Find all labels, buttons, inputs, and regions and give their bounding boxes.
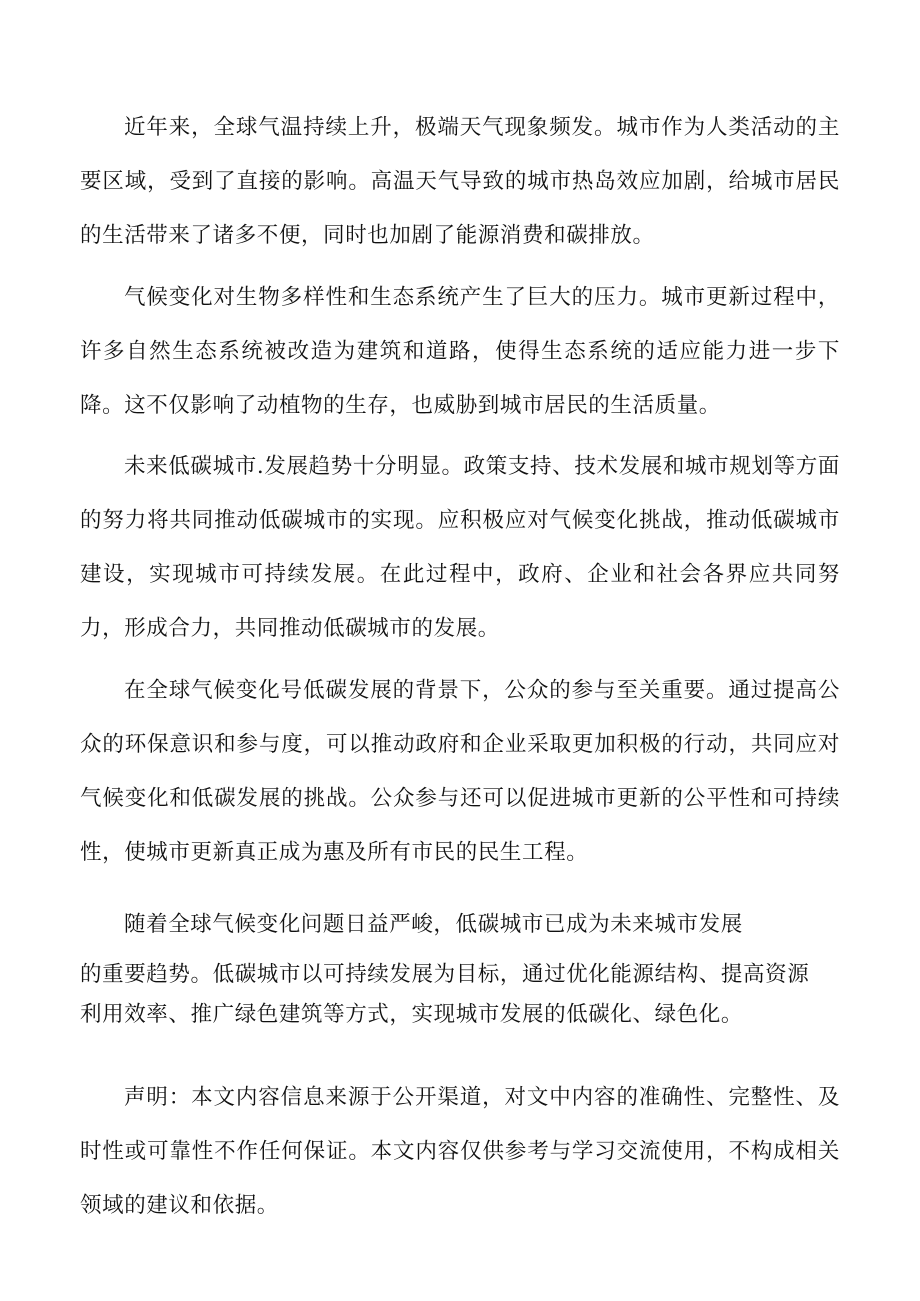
- disclaimer-paragraph: 声明：本文内容信息来源于公开渠道，对文中内容的准确性、完整性、及时性或可靠性不作任何保证。本文内容仅供参考与学习交流使用，不构成相关领域的建议和依据。: [80, 1085, 840, 1218]
- paragraph-biodiversity: 气候变化对生物多样性和生态系统产生了巨大的压力。城市更新过程中，许多自然生态系统被改造为建筑和道路，使得生态系统的适应能力进一步下降。这不仅影响了动植物的生存，也威胁到城市居民的生活质量。: [80, 285, 840, 418]
- trend-line-3: 利用效率、推广绿色建筑等方式，实现城市发展的低碳化、绿色化。: [80, 1002, 744, 1027]
- paragraph-urban-heat: 近年来，全球气温持续上升，极端天气现象频发。城市作为人类活动的主要区域，受到了直接的影响。高温天气导致的城市热岛效应加剧，给城市居民的生活带来了诸多不便，同时也加剧了能源消费和碳排放。: [80, 115, 840, 248]
- trend-line-1: 随着全球气候变化问题日益严峻，低碳城市已成为未来城市发展: [124, 912, 743, 937]
- paragraph-public-participation: 在全球气候变化号低碳发展的背景下，公众的参与至关重要。通过提高公众的环保意识和参与度，可以推动政府和企业采取更加积极的行动，共同应对气候变化和低碳发展的挑战。公众参与还可以促进城市更新的公平性和可持续性，使城市更新真正成为惠及所有市民的民生工程。: [80, 678, 840, 865]
- paragraph-low-carbon-trend: 未来低碳城市.发展趋势十分明显。政策支持、技术发展和城市规划等方面的努力将共同推动低碳城市的实现。应积极应对气候变化挑战，推动低碳城市建设，实现城市可持续发展。在此过程中，政府、企业和社会各界应共同努力，形成合力，共同推动低碳城市的发展。: [80, 454, 840, 641]
- trend-line-2: 的重要趋势。低碳城市以可持续发展为目标，通过优化能源结构、提高资源: [80, 962, 810, 987]
